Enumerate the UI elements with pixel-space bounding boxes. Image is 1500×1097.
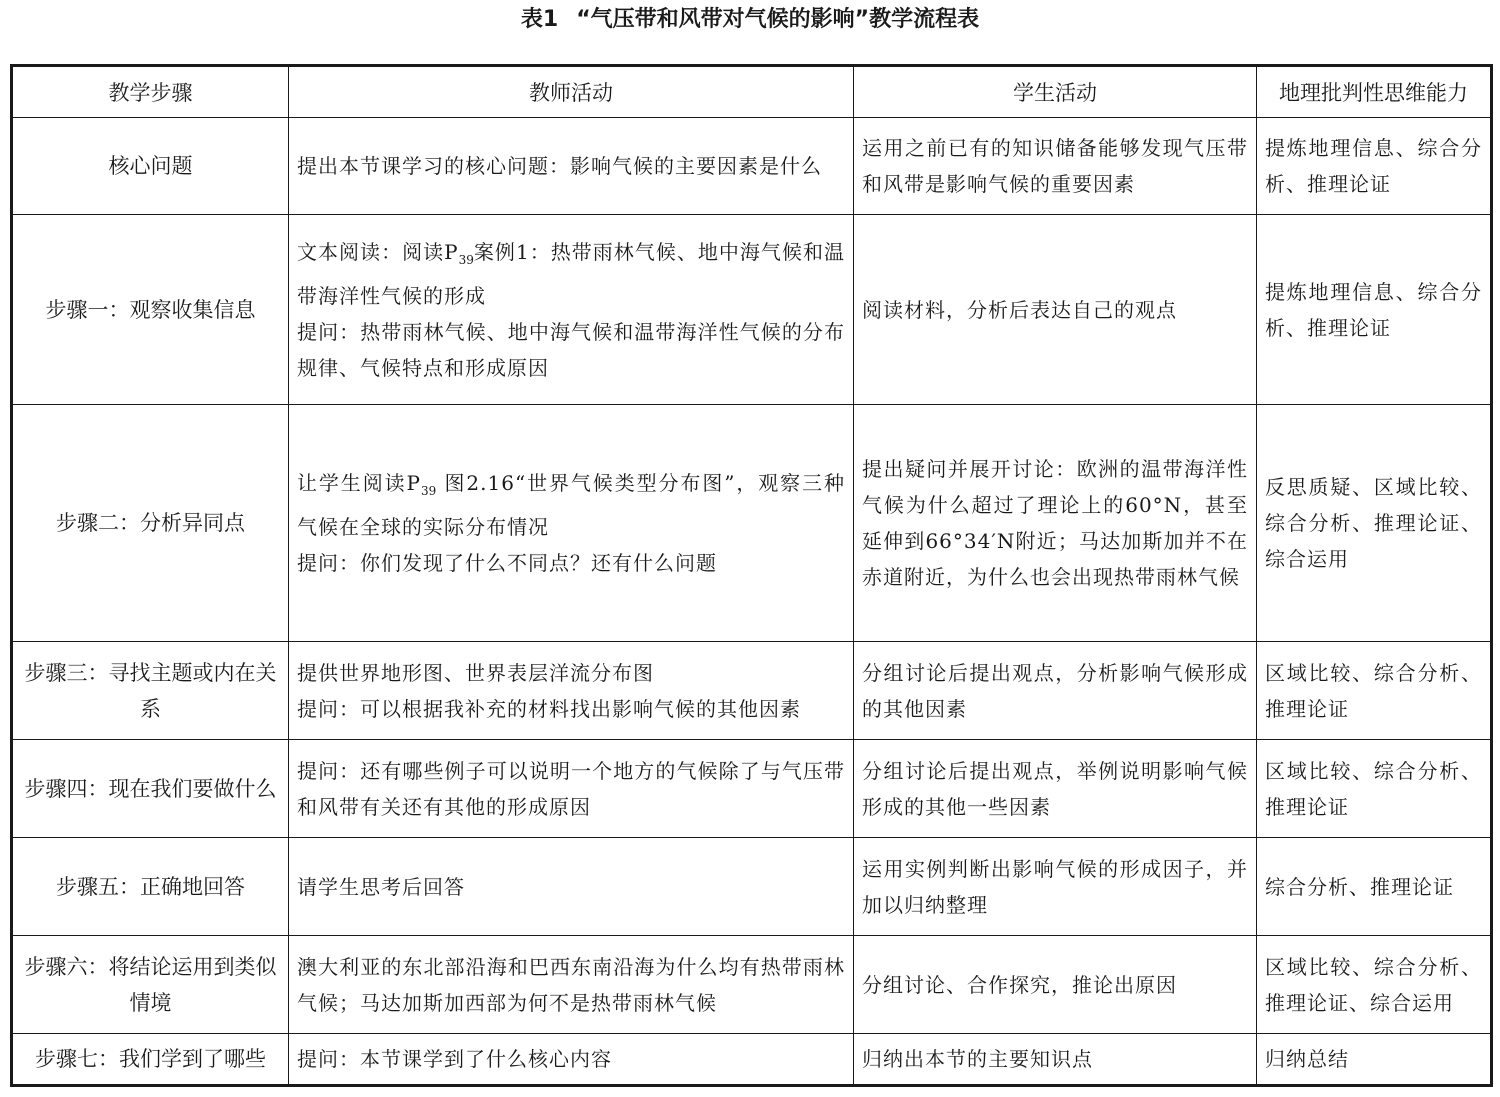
ability-cell <box>1257 118 1492 215</box>
teacher-text-pre: 文本阅读：阅读P <box>297 239 459 264</box>
ability-text: 综合分析、推理论证 <box>1265 874 1454 899</box>
step-cell: 步骤四：现在我们要做什么 <box>12 740 289 838</box>
step-cell: 步骤一：观察收集信息 <box>12 215 289 405</box>
table-row <box>12 215 1492 405</box>
table-number: 表1 <box>520 7 559 32</box>
teacher-text: 提出本节课学习的核心问题：影响气候的主要因素是什么 <box>297 154 822 178</box>
student-cell <box>854 1034 1257 1086</box>
ability-text: 区域比较、综合分析、推理论证、综合运用 <box>1265 954 1482 1015</box>
teacher-text: 请学生思考后回答 <box>297 874 465 899</box>
teacher-text <box>297 234 845 314</box>
table-row <box>12 936 1492 1034</box>
student-cell <box>854 405 1257 642</box>
header-step: 教学步骤 <box>12 66 289 118</box>
student-cell <box>854 215 1257 405</box>
student-text: 分组讨论后提出观点，举例说明影响气候形成的其他一些因素 <box>862 758 1248 819</box>
student-text: 提出疑问并展开讨论：欧洲的温带海洋性气候为什么超过了理论上的60°N，甚至延伸到66°34′N附近；马达加斯加并不在赤道附近，为什么也会出现热带雨林气候 <box>862 457 1248 589</box>
student-cell <box>854 642 1257 740</box>
ability-cell <box>1257 838 1492 936</box>
student-text: 运用实例判断出影响气候的形成因子，并加以归纳整理 <box>862 856 1248 917</box>
step-cell: 步骤三：寻找主题或内在关系 <box>12 642 289 740</box>
teacher-cell <box>289 118 854 215</box>
teacher-text: 提问：可以根据我补充的材料找出影响气候的其他因素 <box>297 696 801 721</box>
step-cell: 核心问题 <box>12 118 289 215</box>
header-ability: 地理批判性思维能力 <box>1257 66 1492 118</box>
ability-text: 区域比较、综合分析、推理论证 <box>1265 758 1482 819</box>
student-cell <box>854 936 1257 1034</box>
teacher-text: 澳大利亚的东北部沿海和巴西东南沿海为什么均有热带雨林气候；马达加斯加西部为何不是热带雨林气候 <box>297 954 845 1015</box>
teacher-text-pre: 让学生阅读P <box>297 471 421 495</box>
table-row <box>12 642 1492 740</box>
table-row <box>12 1034 1492 1086</box>
table-caption <box>0 4 1500 36</box>
page-subscript: 39 <box>420 484 437 498</box>
ability-cell <box>1257 740 1492 838</box>
ability-cell <box>1257 642 1492 740</box>
header-row <box>12 66 1492 118</box>
teacher-text-post: 图2.16“世界气候类型分布图”，观察三种气候在全球的实际分布情况 <box>297 471 845 539</box>
ability-cell <box>1257 405 1492 642</box>
ability-cell <box>1257 936 1492 1034</box>
step-cell: 步骤六：将结论运用到类似情境 <box>12 936 289 1034</box>
header-student: 学生活动 <box>854 66 1257 118</box>
teacher-text: 提问：你们发现了什么不同点？还有什么问题 <box>297 551 717 575</box>
teacher-cell <box>289 1034 854 1086</box>
ability-text: 反思质疑、区域比较、综合分析、推理论证、综合运用 <box>1265 475 1482 571</box>
student-text: 阅读材料，分析后表达自己的观点 <box>862 297 1177 322</box>
teacher-text: 提问：热带雨林气候、地中海气候和温带海洋性气候的分布规律、气候特点和形成原因 <box>297 319 845 380</box>
ability-text: 提炼地理信息、综合分析、推理论证 <box>1265 136 1482 196</box>
table-row <box>12 740 1492 838</box>
student-text: 分组讨论后提出观点，分析影响气候形成的其他因素 <box>862 660 1248 721</box>
teacher-cell <box>289 936 854 1034</box>
teacher-cell <box>289 215 854 405</box>
teaching-flow-table <box>10 64 1493 1087</box>
student-cell <box>854 740 1257 838</box>
step-cell: 步骤七：我们学到了哪些 <box>12 1034 289 1086</box>
table-row <box>12 118 1492 215</box>
ability-text: 提炼地理信息、综合分析、推理论证 <box>1265 279 1482 340</box>
student-cell <box>854 118 1257 215</box>
teacher-text: 提供世界地形图、世界表层洋流分布图 <box>297 660 654 685</box>
teacher-text <box>297 465 845 545</box>
teacher-text: 提问：本节课学到了什么核心内容 <box>297 1047 612 1071</box>
student-cell <box>854 838 1257 936</box>
student-text: 运用之前已有的知识储备能够发现气压带和风带是影响气候的重要因素 <box>862 136 1248 196</box>
student-text: 归纳出本节的主要知识点 <box>862 1047 1093 1071</box>
step-cell: 步骤五：正确地回答 <box>12 838 289 936</box>
teacher-cell <box>289 740 854 838</box>
ability-cell <box>1257 215 1492 405</box>
step-cell: 步骤二：分析异同点 <box>12 405 289 642</box>
ability-text: 归纳总结 <box>1265 1047 1349 1071</box>
table-row <box>12 405 1492 642</box>
teacher-cell <box>289 838 854 936</box>
table-row <box>12 838 1492 936</box>
student-text: 分组讨论、合作探究，推论出原因 <box>862 972 1177 997</box>
teacher-cell <box>289 405 854 642</box>
table-title: “气压带和风带对气候的影响”教学流程表 <box>576 7 980 32</box>
teacher-cell <box>289 642 854 740</box>
teacher-text-post: 案例1：热带雨林气候、地中海气候和温带海洋性气候的形成 <box>297 239 845 308</box>
ability-text: 区域比较、综合分析、推理论证 <box>1265 660 1482 721</box>
ability-cell <box>1257 1034 1492 1086</box>
header-teacher: 教师活动 <box>289 66 854 118</box>
page-subscript: 39 <box>458 252 474 267</box>
teacher-text: 提问：还有哪些例子可以说明一个地方的气候除了与气压带和风带有关还有其他的形成原因 <box>297 758 845 819</box>
